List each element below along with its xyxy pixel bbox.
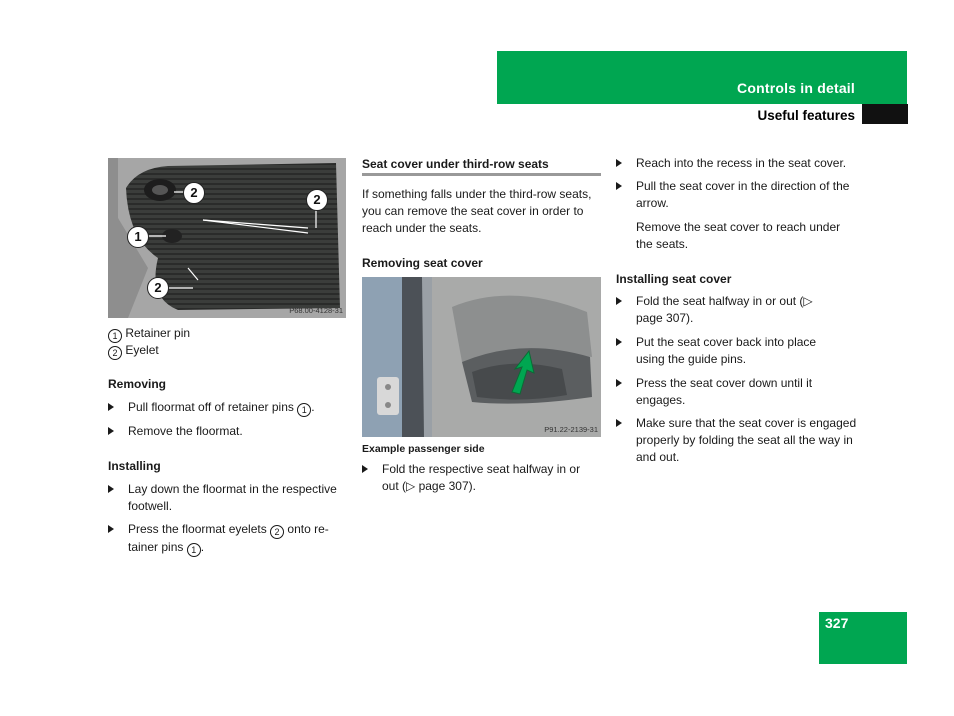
- triangle-bullet-icon: [616, 159, 622, 167]
- subsection-title: Useful features: [757, 108, 855, 123]
- seat-cover-figure: [362, 277, 601, 437]
- page-number: 327: [825, 615, 849, 631]
- triangle-bullet-icon: [108, 485, 114, 493]
- legend-item-2: 2 Eyelet: [108, 342, 159, 360]
- triangle-bullet-icon: [108, 525, 114, 533]
- installing-seat-cover-heading: Installing seat cover: [616, 272, 732, 286]
- floormat-figure: [108, 158, 346, 318]
- callout-eyelet-right: 2: [306, 189, 328, 211]
- install-step-4: Make sure that the seat cover is engaged properly by folding the seat all the way in and out.: [616, 415, 858, 466]
- install-step-3: Press the seat cover down until it engages.: [616, 375, 836, 409]
- callout-retainer-pin: 1: [127, 226, 149, 248]
- triangle-bullet-icon: [616, 379, 622, 387]
- callout-eyelet-top: 2: [183, 182, 205, 204]
- installing-step-2: Press the floormat eyelets 2 onto re-tainer pins 1 .: [108, 521, 348, 557]
- triangle-bullet-icon: [616, 182, 622, 190]
- pull-step-2: Pull the seat cover in the direction of the arrow.: [616, 178, 856, 212]
- removing-seat-cover-heading: Removing seat cover: [362, 256, 483, 270]
- note-text: Remove the seat cover to reach under the seats.: [636, 220, 841, 251]
- removing-heading: Removing: [108, 377, 167, 391]
- triangle-bullet-icon: [108, 403, 114, 411]
- triangle-bullet-icon: [108, 427, 114, 435]
- header-tab-marker: [862, 104, 908, 124]
- legend-item-1: 1 Retainer pin: [108, 325, 190, 343]
- triangle-bullet-icon: [616, 338, 622, 346]
- seat-cover-step-1: Fold the respective seat halfway in or out (▷ page 307).: [362, 461, 600, 495]
- triangle-bullet-icon: [616, 297, 622, 305]
- removing-step-2: Remove the floormat.: [108, 423, 348, 440]
- seat-cover-heading: Seat cover under third-row seats: [362, 157, 549, 171]
- figure-caption: Example passenger side: [362, 443, 485, 455]
- figure-reference: P91.22-2139-31: [544, 425, 598, 434]
- install-step-2: Put the seat cover back into place using the guide pins.: [616, 334, 836, 368]
- seat-cover-intro: If something falls under the third-row seats, you can remove the seat cover in order to reach under the seats.: [362, 187, 592, 235]
- installing-heading: Installing: [108, 459, 161, 473]
- header-bar: [497, 51, 907, 104]
- triangle-bullet-icon: [362, 465, 368, 473]
- triangle-bullet-icon: [616, 419, 622, 427]
- removing-step-1: Pull floormat off of retainer pins 1 .: [108, 399, 348, 417]
- heading-rule: [362, 173, 601, 176]
- pull-step-1: Reach into the recess in the seat cover.: [616, 155, 860, 172]
- install-step-1: Fold the seat halfway in or out (▷ page 307).: [616, 293, 816, 327]
- callout-eyelet-bottom: 2: [147, 277, 169, 299]
- section-title: Controls in detail: [737, 80, 855, 96]
- figure-reference: P68.00-4128-31: [289, 306, 343, 315]
- installing-step-1: Lay down the floormat in the respective footwell.: [108, 481, 348, 515]
